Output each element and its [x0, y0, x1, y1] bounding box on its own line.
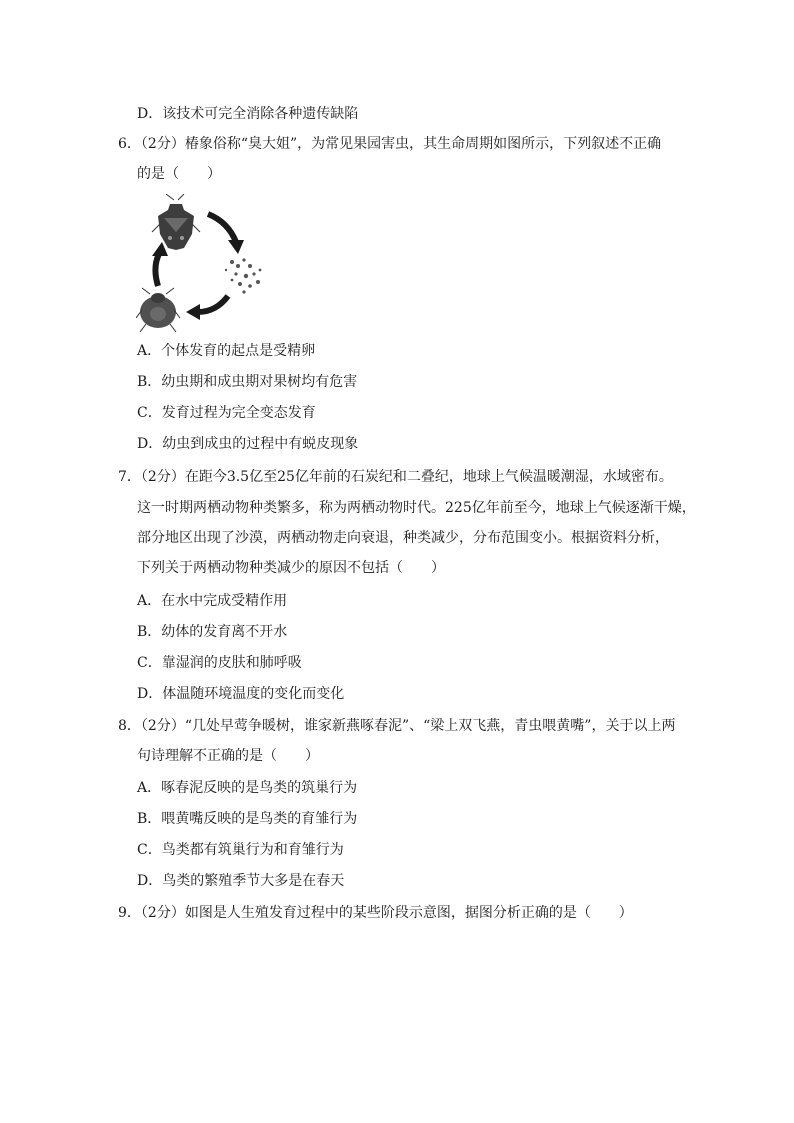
q9-stem-line-1: 9．（2分）如图是人生殖发育过程中的某些阶段示意图，据图分析正确的是（ ）: [118, 905, 633, 921]
q7-stem-line-2: 这一时期两栖动物种类繁多，称为两栖动物时代。225亿年前至今，地球上气候逐渐干燥，: [137, 500, 696, 516]
q6-stem-line-1: 6．（2分）椿象俗称“臭大姐”，为常见果园害虫，其生命周期如图所示，下列叙述不正确: [118, 136, 662, 152]
q7-stem-line-4: 下列关于两栖动物种类减少的原因不包括（ ）: [137, 560, 445, 576]
q7-option-c: C．靠湿润的皮肤和肺呼吸: [137, 655, 302, 671]
arrow-nymph-to-adult-icon: [152, 242, 168, 286]
q8-option-d: D．鸟类的繁殖季节大多是在春天: [137, 873, 345, 889]
q6-option-a: A．个体发育的起点是受精卵: [137, 343, 316, 359]
q7-option-d: D．体温随环境温度的变化而变化: [137, 686, 345, 702]
q6-option-b: B．幼虫期和成虫期对果树均有危害: [137, 374, 358, 390]
q7-option-a: A．在水中完成受精作用: [137, 593, 288, 609]
q8-stem-line-2: 句诗理解不正确的是（ ）: [137, 748, 319, 764]
q8-option-c: C．鸟类都有筑巢行为和育雏行为: [137, 842, 344, 858]
q7-option-b: B．幼体的发育离不开水: [137, 624, 288, 640]
egg-cluster-image: [225, 258, 262, 293]
q6-option-c: C．发育过程为完全变态发育: [137, 405, 316, 421]
adult-stink-bug-image: [152, 194, 200, 250]
stink-bug-life-cycle-figure: [136, 194, 268, 332]
q8-stem-line-1: 8．（2分）“几处早莺争暖树，谁家新燕啄春泥”、“梁上双飞燕，青虫喂黄嘴”，关于以上两: [118, 718, 676, 734]
q7-stem-line-1: 7．（2分）在距今3.5亿至25亿年前的石炭纪和二叠纪，地球上气候温暖潮湿，水域密布。: [118, 469, 673, 485]
nymph-stink-bug-image: [136, 288, 180, 332]
arrow-adult-to-eggs-icon: [208, 214, 244, 254]
q7-stem-line-3: 部分地区出现了沙漠，两栖动物走向衰退，种类减少，分布范围变小。根据资料分析，: [137, 530, 669, 546]
q8-option-b: B．喂黄嘴反映的是鸟类的育雏行为: [137, 811, 358, 827]
arrow-eggs-to-nymph-icon: [186, 296, 228, 320]
q5-option-d: D．该技术可完全消除各种遗传缺陷: [137, 106, 359, 122]
q6-option-d: D．幼虫到成虫的过程中有蜕皮现象: [137, 436, 359, 452]
q6-stem-line-2: 的是（ ）: [137, 166, 221, 182]
q8-option-a: A．啄春泥反映的是鸟类的筑巢行为: [137, 780, 358, 796]
